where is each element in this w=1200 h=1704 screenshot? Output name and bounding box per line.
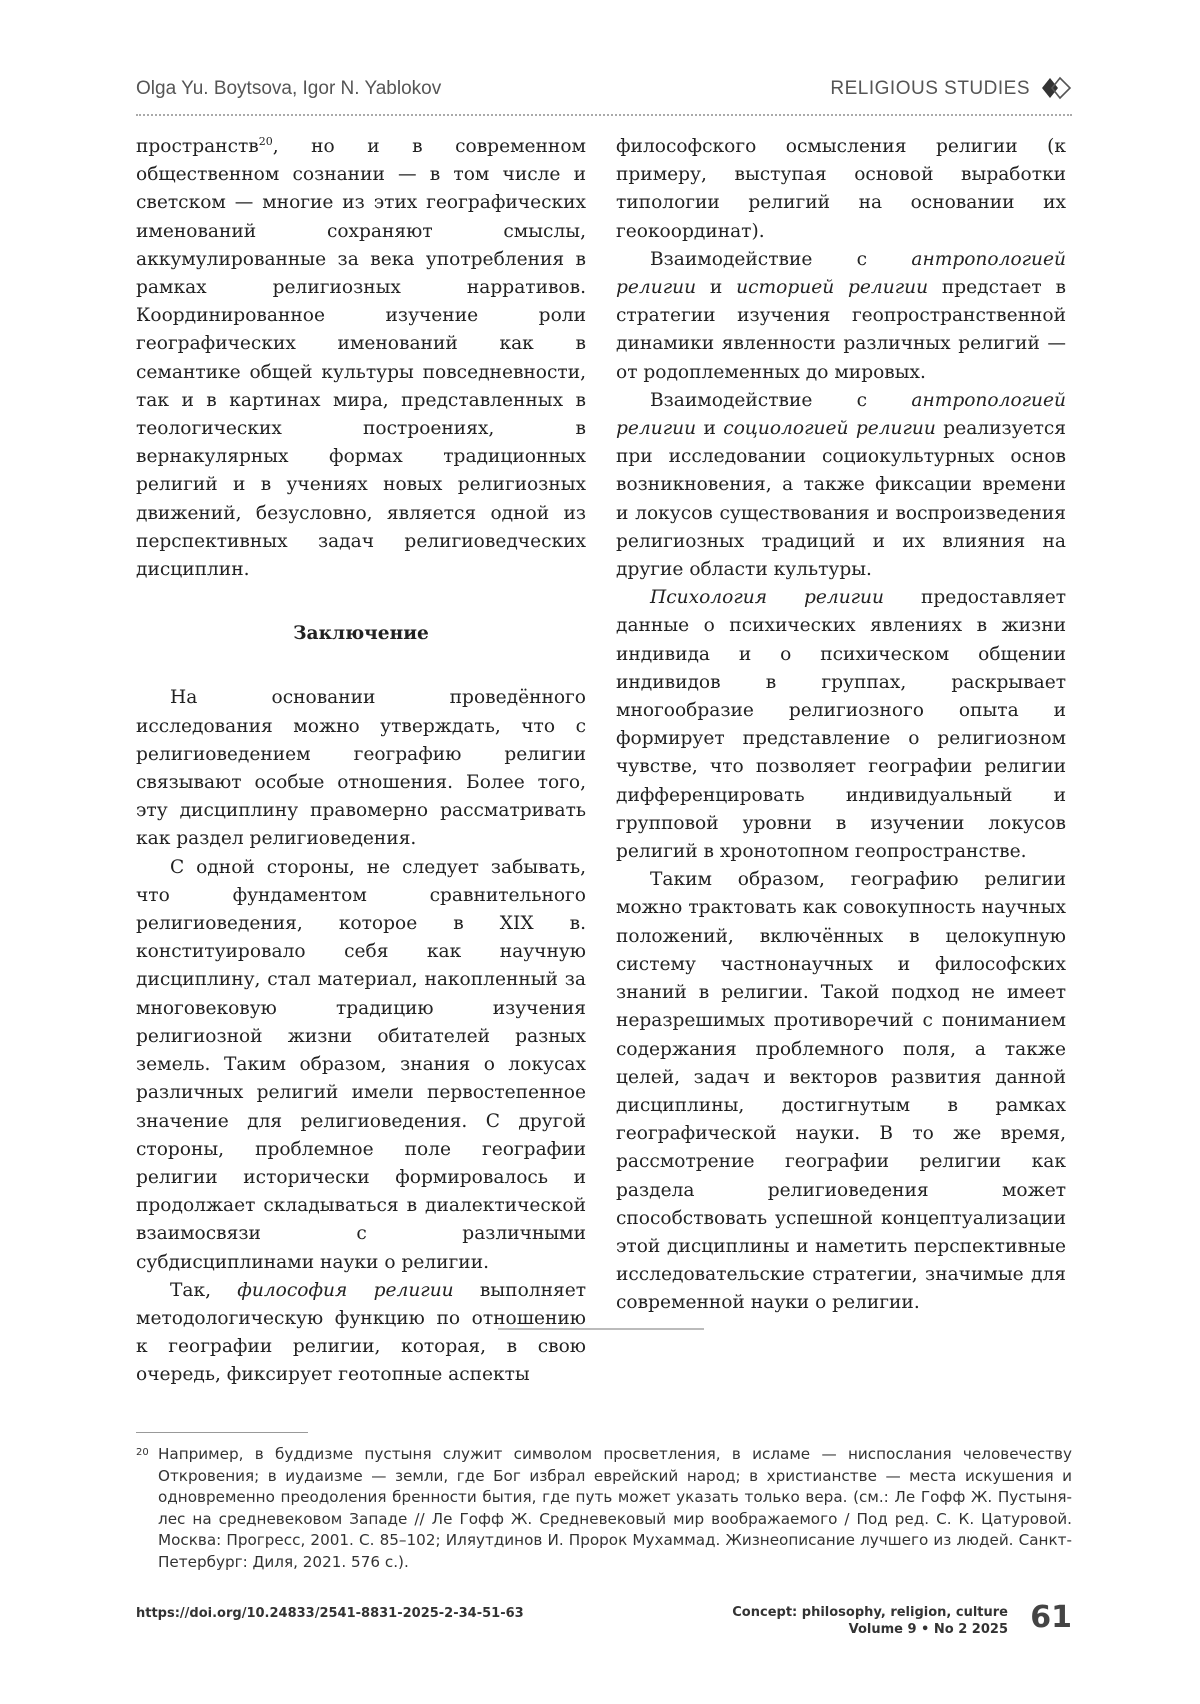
doi-link[interactable]: https://doi.org/10.24833/2541-8831-2025-2-34-51-63 — [136, 1606, 524, 1621]
left-column — [136, 133, 586, 1390]
paragraph: Таким образом, географию религии можно трактовать как совокупность научных положений, включённых в целокупную систему частнонаучных и философских знаний в религии. Такой подход не имеет неразрешимых противоречий с пониманием содержания проблемного поля, а также целей, задач и векторов развития данной дисциплины, достигнутым в рамках географической науки. В то же время, рассмотрение географии религии как раздела религиоведения может способствовать успешной концептуализации этой дисциплины и наметить перспективные исследовательские стратегии, значимые для современной науки о религии. — [616, 869, 1066, 1314]
paragraph: философского осмысления религии (к примеру, выступая основой выработки типологии религий на основании их геокоординат). — [616, 136, 1066, 242]
paragraph: Взаимодействие с антропологией религии и социологией религии реализуется при исследовании социокультурных основ возникновения, а также фиксации времени и локусов существования и воспроизведения религиозных традиций и их влияния на другие области культуры. — [616, 389, 1067, 581]
header-authors: Olga Yu. Boytsova, Igor N. Yablokov — [136, 78, 442, 99]
footnote — [136, 1444, 1072, 1573]
paragraph: Психология религии предоставляет данные о психических явлениях в жизни индивида и о психическом общении индивидов в группах, раскрывает многообразие религиозного опыта и формирует представление о религиозном чувстве, что позволяет географии религии дифференцировать индивидуальный и групповой уровни в изучении локусов религий в хронотопном геопространстве. — [616, 587, 1066, 863]
header-section: RELIGIOUS STUDIES — [830, 78, 1030, 99]
paragraph: Так, философия религии выполняет методологическую функцию по отношению к географии религии, которая, в свою очередь, фиксирует геотопные аспекты — [136, 1279, 586, 1386]
section-heading: Заключение — [293, 623, 429, 645]
paragraph: С одной стороны, не следует забывать, что фундаментом сравнительного религиоведения, которое в XIX в. конституировало себя как научную дисциплину, стал материал, накопленный за многовековую традицию изучения религиозной жизни обитателей разных земель. Таким образом, знания о локусах различных религий имели первостепенное значение для религиоведения. С другой стороны, проблемное поле географии религии исторически формировалось и продолжает складываться в диалектической взаимосвязи с различными субдисциплинами науки о религии. — [136, 856, 586, 1273]
section-emblem-icon — [1038, 76, 1072, 100]
end-of-article-rule — [498, 1328, 704, 1330]
journal-title: Concept: philosophy, religion, culture — [732, 1605, 1008, 1620]
footnote-text: Например, в буддизме пустыня служит символом просветления, в исламе — ниспослания человечеству Откровения; в иудаизме — земли, где Бог избрал еврейский народ; в христианстве — места искушения и одновременно преодоления бренности бытия, где путь может указать только вера. (см.: Ле Гофф Ж. Пустыня-лес на средневековом Западе // Ле Гофф Ж. Средневековый мир воображаемого / Под ред. С. К. Цатуровой. Москва: Прогресс, 2001. С. 85–102; Иляутдинов И. Пророк Мухаммад. Жизнеописание лучшего из людей. Санкт-Петербург: Диля, 2021. 576 с.). — [158, 1445, 1072, 1571]
journal-info — [732, 1604, 1008, 1638]
journal-issue: Volume 9 • No 2 2025 — [848, 1622, 1008, 1637]
running-header — [136, 72, 1072, 112]
footnote-ref[interactable]: 20 — [258, 134, 273, 148]
footnote-divider — [136, 1432, 308, 1433]
paragraph: пространств$^{20}$, но и в современном общественном сознании — в том числе и светском — многие из этих географических именований сохраняют смыслы, аккумулированные за века употребления в рамках религиозных нарративов. Координированное изучение роли географических именований как в семантике общей культуры повседневности, так и в картинах мира, представленных в теологических построениях, в вернакулярных формах традиционных религий и в учениях новых религиозных движений, безусловно, является одной из перспективных задач религиоведческих дисциплин. — [136, 134, 586, 581]
right-column — [616, 133, 1066, 1318]
paragraph: Взаимодействие с антропологией религии и историей религии предстает в стратегии изучения геопространственной динамики явленности различных религий — от родоплеменных до мировых. — [616, 248, 1066, 383]
header-divider — [136, 114, 1072, 116]
page-footer — [136, 1600, 1072, 1650]
footnote-number: 20 — [136, 1447, 149, 1458]
paragraph: На основании проведённого исследования можно утверждать, что с религиоведением географию религии связывают особые отношения. Более того, эту дисциплину правомерно рассматривать как раздел религиоведения. — [136, 687, 586, 850]
page-number: 61 — [1030, 1600, 1072, 1635]
